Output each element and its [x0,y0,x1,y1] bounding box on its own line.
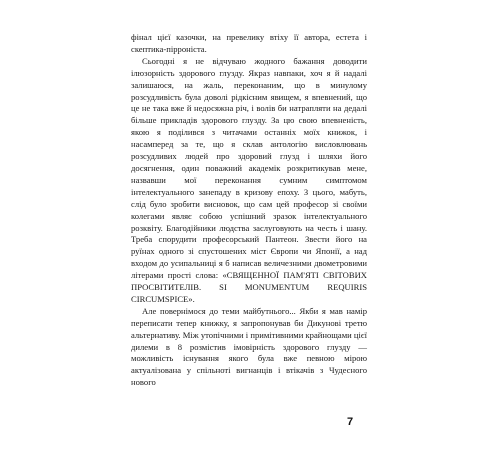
page-number: 7 [347,416,354,428]
paragraph-2: Сьогодні я не відчуваю жодного бажання доводити ілюзорність здорового глузду. Якраз навпаки, хоч я й надалі залишаюся, на жаль, переконаним, що в минулому розсудливість була доволі рідкісним явищем, я впевнений, що це не така вже й недосяжна річ, і волів би натрапляти на дедалі більше прикладів здорового глузду. За цю свою впевненість, якою я поділився з читачами останніх моїх книжок, і насамперед за те, що я склав антологію висловлювань розсудливих людей про здоровий глузд і шляхи його досягнення, один поважний академік розкритикував мене, назвавши мої переконання сумним симптомом інтелектуального занепаду в кризову епоху. З цього, мабуть, слід було зробити висновок, що сам цей професор зі своїми колегами являє собою успішний зразок інтелектуального розквіту. Благодійники людства заслуговують на честь і шану. Треба спорудити професорський Пантеон. Звести його на руїнах одного зі спустошених міст Європи чи Японії, а над входом до усипальниці я б написав величезними двометровими літерами прості слова: «СВЯЩЕННОЇ ПАМ'ЯТІ СВІТОВИХ ПРОСВІТИТЕЛІВ. SI MONUMENTUM REQUIRIS CIRCUMSPICE». [131,55,367,304]
paragraph-1: фінал цієї казочки, на превелику втіху її автора, естета і скептика-пірроніста. [131,32,367,54]
paragraph-3: Але повернімося до теми майбутнього... Якби я мав намір переписати тепер книжку, я запропонував би Дикунові третю альтернативу. Між утопічними і примітивними крайнощами цієї дилеми в 8 розмістив імовірність здорового глузду — можливість існування якого була вже певною мірою актуалізована у спільноті вигнанців і втікачів з Чудесного нового [131,305,367,388]
body-text [131,32,367,389]
